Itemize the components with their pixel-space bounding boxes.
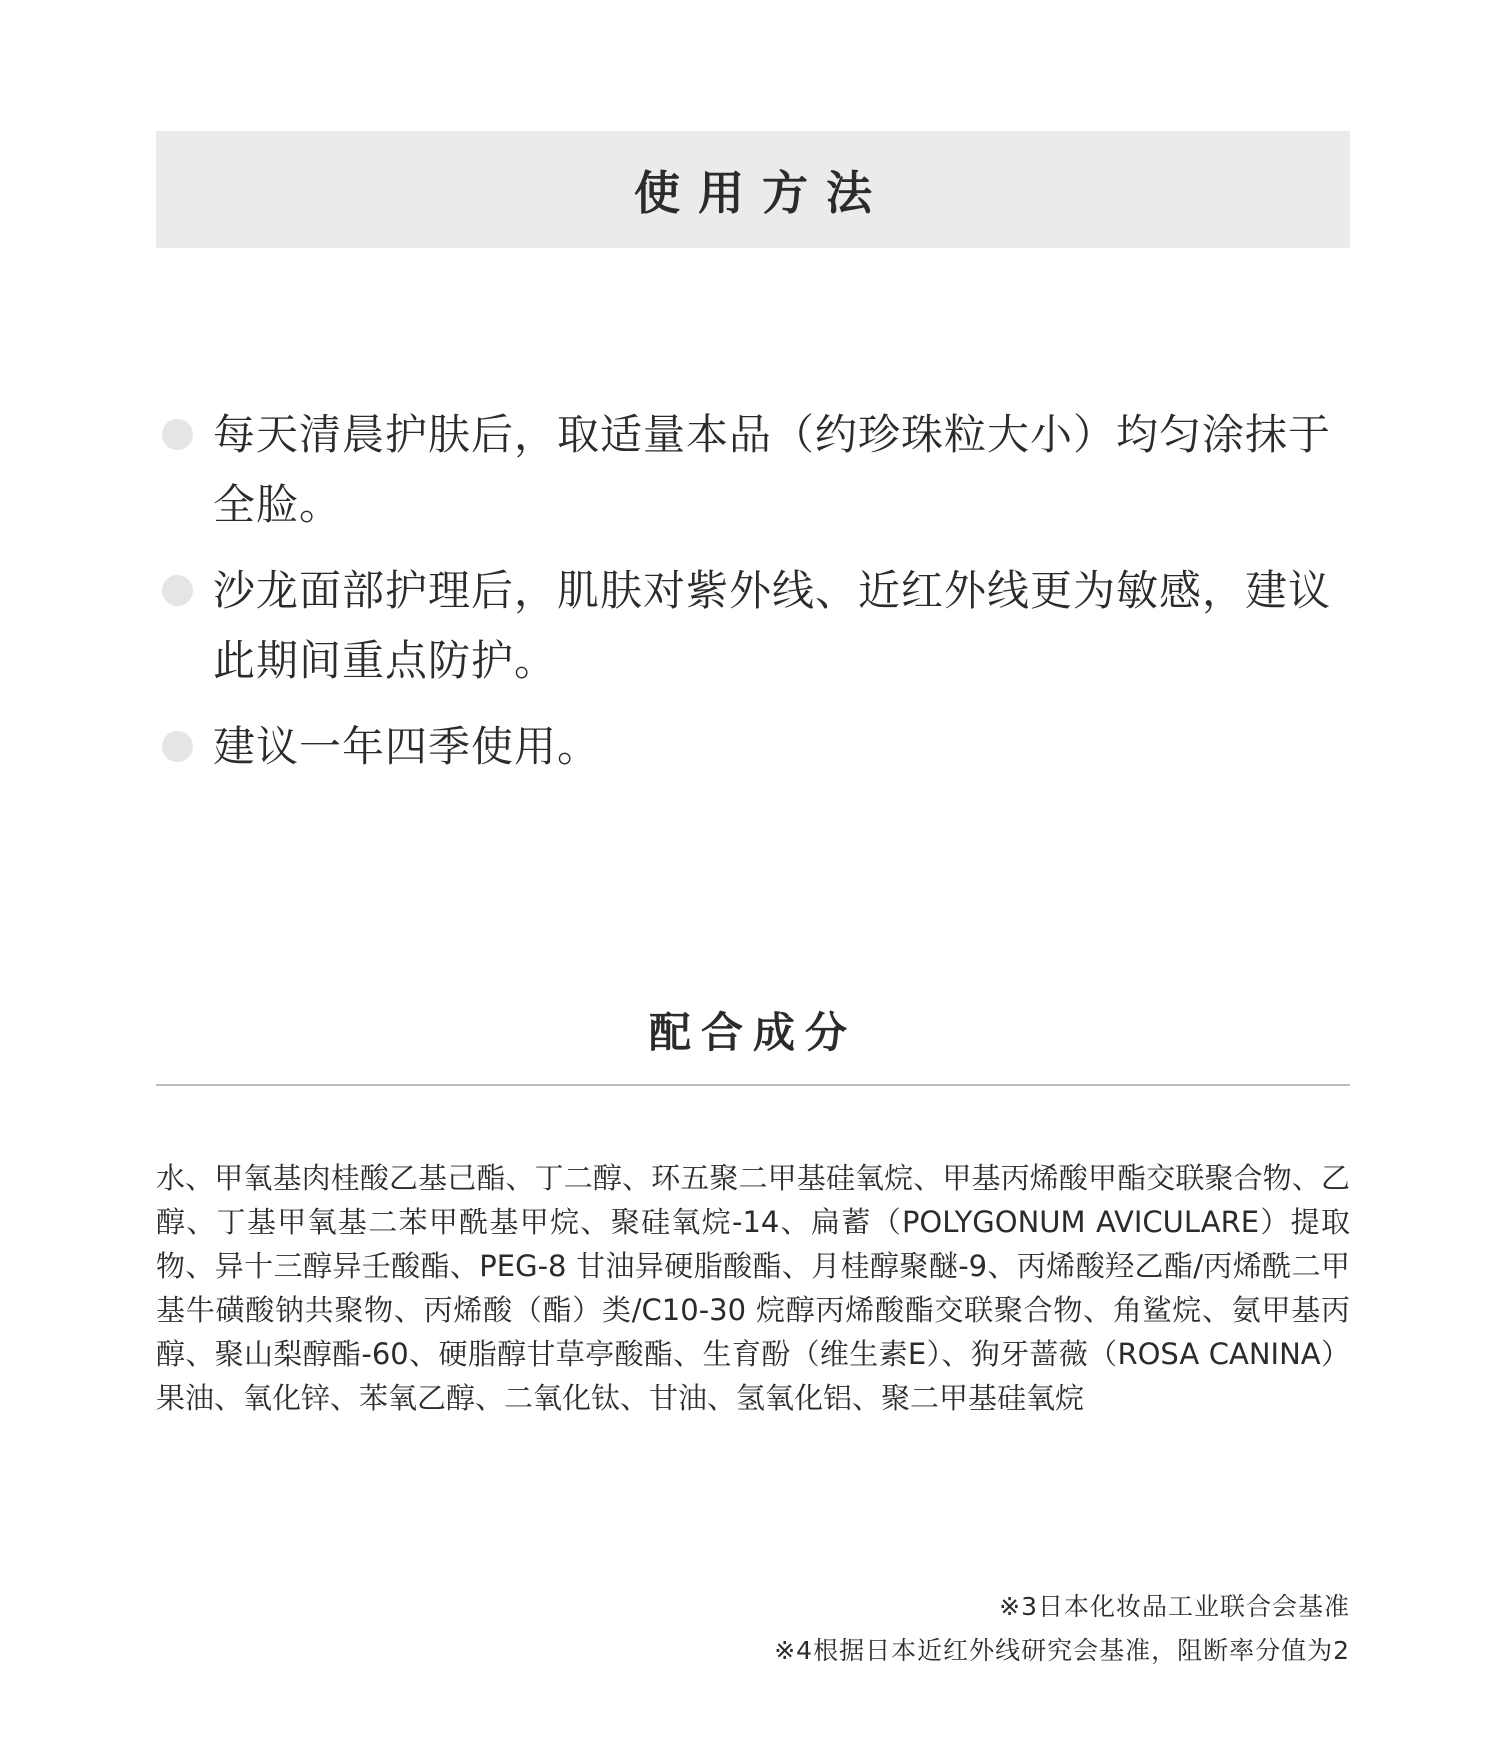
usage-item-2 bbox=[160, 556, 1340, 696]
usage-item-3 bbox=[160, 712, 1340, 782]
ingredients-title: 配合成分 bbox=[648, 1008, 857, 1057]
bullet-dot-icon bbox=[162, 731, 193, 762]
ingredients-list: 水、甲氧基肉桂酸乙基己酯、丁二醇、环五聚二甲基硅氧烷、甲基丙烯酸甲酯交联聚合物、乙醇、丁基甲氧基二苯甲酰基甲烷、聚硅氧烷-14、扁蓄（POLYGONUM AVICULARE）提取物、异十三醇异壬酸酯、PEG-8 甘油异硬脂酸酯、月桂醇聚醚-9、丙烯酸羟乙酯/丙烯酰二甲基牛磺酸钠共聚物、丙烯酸（酯）类/C10-30 烷醇丙烯酸酯交联聚合物、角鲨烷、氨甲基丙醇、聚山梨醇酯-60、硬脂醇甘草亭酸酯、生育酚（维生素E）、狗牙蔷薇（ROSA CANINA）果油、氧化锌、苯氧乙醇、二氧化钛、甘油、氢氧化铝、聚二甲基硅氧烷 bbox=[156, 1161, 1350, 1415]
usage-item-1 bbox=[160, 400, 1340, 540]
usage-header bbox=[156, 131, 1350, 248]
footnote-1: ※3日本化妆品工业联合会基准 bbox=[999, 1592, 1350, 1621]
bullet-dot-icon bbox=[162, 575, 193, 606]
usage-item-text: 沙龙面部护理后，肌肤对紫外线、近红外线更为敏感，建议此期间重点防护。 bbox=[213, 566, 1332, 685]
bullet-dot-icon bbox=[162, 419, 193, 450]
footnote-2: ※4根据日本近红外线研究会基准，阻断率分值为2 bbox=[774, 1636, 1350, 1665]
footnotes bbox=[774, 1585, 1350, 1673]
section-divider bbox=[156, 1084, 1350, 1086]
usage-title: 使用方法 bbox=[634, 165, 890, 220]
usage-item-text: 每天清晨护肤后，取适量本品（约珍珠粒大小）均匀涂抹于全脸。 bbox=[213, 410, 1332, 529]
usage-list bbox=[160, 400, 1340, 798]
usage-item-text: 建议一年四季使用。 bbox=[213, 722, 601, 771]
